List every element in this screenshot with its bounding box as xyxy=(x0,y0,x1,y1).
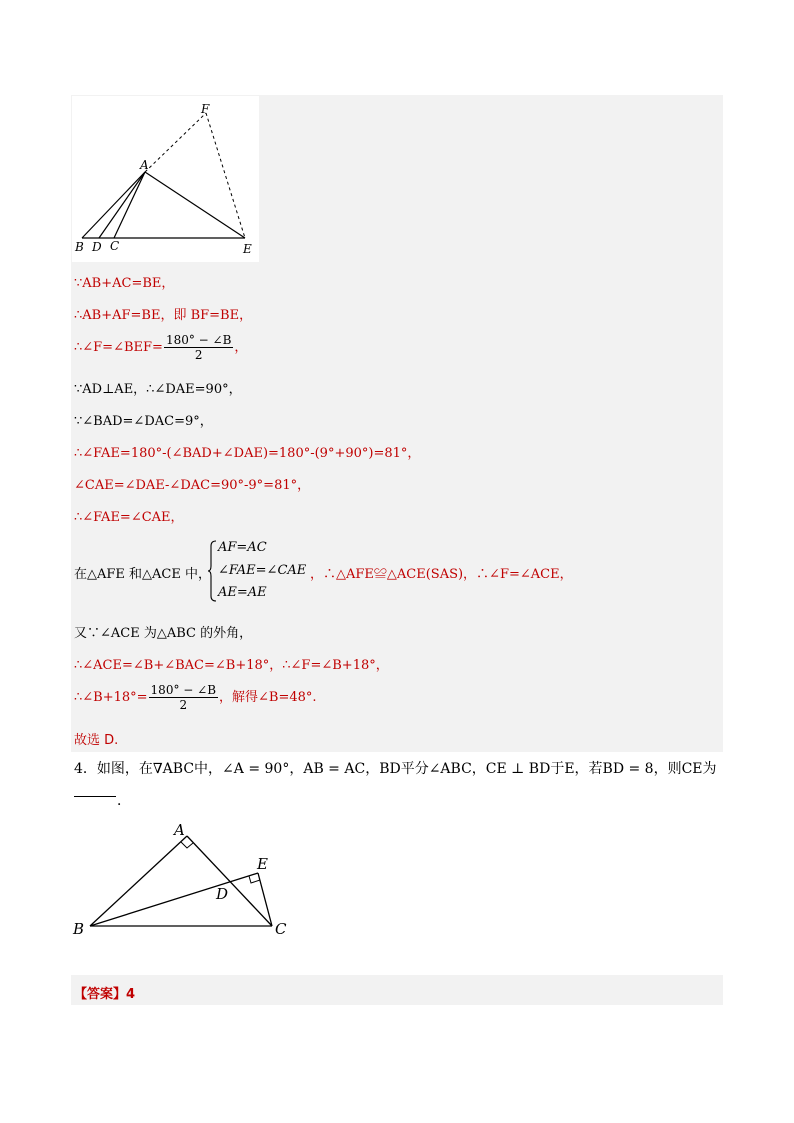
segment-AE xyxy=(145,172,245,238)
solution-line-2: ∴AB+AF=BE，即 BF=BE， xyxy=(74,308,253,323)
question-4-text: 4．如图，在∇ABC中，∠A = 90°，AB = AC，BD平分∠ABC，CE ⊥ BD于E，若BD = 8，则CE为 xyxy=(74,761,717,777)
segment-AF xyxy=(145,113,206,172)
line-12-prefix: ∴∠B+18°= xyxy=(74,690,148,705)
system-row-2: ∠FAE=∠CAE xyxy=(218,563,307,578)
label-B: B xyxy=(75,240,84,254)
solution-line-8: ∴∠FAE=∠CAE， xyxy=(74,510,184,525)
right-angle-E xyxy=(249,876,260,883)
system-brace xyxy=(207,540,217,602)
solution-line-9-suffix: ，∴△AFE≌△ACE(SAS)，∴∠F=∠ACE， xyxy=(310,567,573,582)
solution-line-12 xyxy=(74,683,317,712)
label-C: C xyxy=(110,239,120,253)
label-F: F xyxy=(201,102,210,116)
segment-AC xyxy=(187,836,272,926)
figure-1 xyxy=(72,96,259,262)
solution-line-7: ∠CAE=∠DAE-∠DAC=90°-9°=81°， xyxy=(74,478,311,493)
solution-line-5: ∵∠BAD=∠DAC=9°， xyxy=(74,414,213,429)
label-A2: A xyxy=(174,821,185,839)
fraction-2-denominator: 2 xyxy=(179,698,188,712)
solution-line-10: 又∵∠ACE 为△ABC 的外角， xyxy=(74,626,253,641)
segment-AB xyxy=(82,172,145,238)
label-E2: E xyxy=(257,855,268,873)
fraction-1 xyxy=(164,333,233,362)
solution-line-6: ∴∠FAE=180°-(∠BAD+∠DAE)=180°-(9°+90°)=81°， xyxy=(74,446,421,461)
fraction-2-numerator: 180° − ∠B xyxy=(150,683,217,697)
label-A: A xyxy=(140,158,149,172)
label-E: E xyxy=(243,242,252,256)
line-9-prefix: 在△AFE 和△ACE 中， xyxy=(74,567,211,582)
segment-BE xyxy=(90,873,258,926)
system-row-3: AE=AE xyxy=(218,585,267,600)
fraction-2 xyxy=(149,683,218,712)
answer-text: 【答案】4 xyxy=(74,987,136,1002)
label-D2: D xyxy=(216,885,229,903)
fraction-1-numerator: 180° − ∠B xyxy=(165,333,232,347)
line-3-prefix: ∴∠F=∠BEF= xyxy=(74,340,163,355)
solution-line-4: ∵AD⊥AE，∴∠DAE=90°， xyxy=(74,382,242,397)
segment-AC xyxy=(114,172,145,238)
segment-AD xyxy=(99,172,145,238)
answer-panel xyxy=(71,975,723,1005)
label-D: D xyxy=(92,240,102,254)
line-3-suffix: ， xyxy=(234,340,248,355)
label-C2: C xyxy=(275,920,287,938)
segment-FE xyxy=(206,113,245,238)
line-12-suffix: ，解得∠B=48°. xyxy=(219,690,317,705)
answer-blank[interactable] xyxy=(74,796,116,797)
solution-line-3 xyxy=(74,333,247,362)
solution-line-1: ∵AB+AC=BE， xyxy=(74,276,175,291)
solution-line-11: ∴∠ACE=∠B+∠BAC=∠B+18°，∴∠F=∠B+18°， xyxy=(74,658,389,673)
segment-BA xyxy=(90,836,187,926)
system-row-1: AF=AC xyxy=(218,540,267,555)
label-B2: B xyxy=(73,920,85,938)
solution-line-13: 故选 D. xyxy=(74,733,119,748)
figure-2 xyxy=(70,818,300,942)
triangle-figure-2 xyxy=(70,818,300,942)
solution-line-9-prefix xyxy=(74,563,211,582)
triangle-figure-1 xyxy=(72,96,259,262)
fraction-1-denominator: 2 xyxy=(194,348,203,362)
blank-period: ． xyxy=(117,793,131,809)
right-angle-A xyxy=(181,842,193,848)
